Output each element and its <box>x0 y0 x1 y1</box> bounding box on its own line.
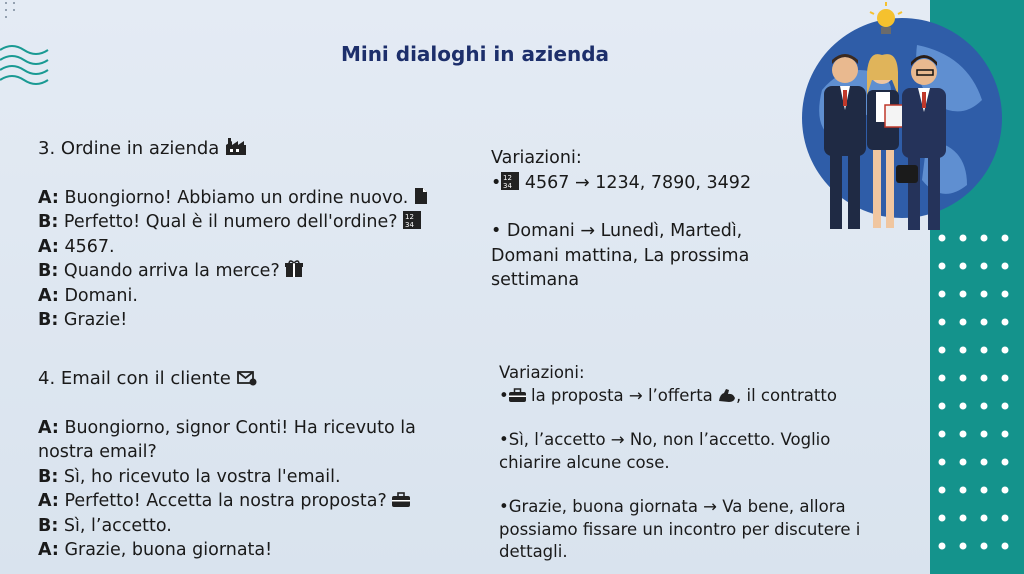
dialogue-text: Grazie! <box>63 310 128 330</box>
svg-text:34: 34 <box>503 181 513 190</box>
dialogue-text: Sì, ho ricevuto la vostra l'email. <box>63 466 341 487</box>
section4-heading <box>38 367 416 392</box>
section4-heading-text: 4. Email con il cliente <box>38 368 231 389</box>
section4-dialogue <box>38 367 416 563</box>
dialogue-line <box>38 538 416 563</box>
variation-text: possiamo fissare un incontro per discutere i <box>499 519 861 539</box>
variation-text: chiarire alcune cose. <box>499 452 670 472</box>
dialogue-line <box>38 514 416 539</box>
speaker-label: B: <box>38 212 59 232</box>
variations-heading: Variazioni: <box>499 363 585 382</box>
speaker-label: A: <box>38 540 59 560</box>
variation-text: , il contratto <box>736 385 837 405</box>
speaker-label: B: <box>38 310 59 330</box>
dialogue-line <box>38 440 416 465</box>
speaker-label: B: <box>38 261 59 281</box>
variation-item <box>491 171 751 196</box>
variations-heading: Variazioni: <box>491 148 582 168</box>
slide-title: Mini dialoghi in azienda <box>340 42 610 66</box>
variation-text: Domani mattina, La prossima <box>491 245 750 266</box>
speaker-label: B: <box>38 515 59 536</box>
section4-variations <box>499 362 860 564</box>
speaker-label: A: <box>38 491 59 511</box>
dialogue-line <box>38 235 428 260</box>
dialogue-text: Grazie, buona giornata! <box>64 540 273 560</box>
business-team-illustration <box>752 0 1012 240</box>
flexed-biceps-icon <box>718 388 736 403</box>
section3-heading-text: 3. Ordine in azienda <box>38 138 220 159</box>
dialogue-text: Sì, l’accetto. <box>63 515 172 536</box>
variation-text: la proposta → l’offerta <box>525 385 719 405</box>
email-icon <box>237 370 257 386</box>
document-icon <box>414 187 428 205</box>
speaker-label: A: <box>38 187 59 208</box>
dialogue-line <box>38 259 428 284</box>
dialogue-line <box>38 465 416 490</box>
dialogue-text: Perfetto! Accetta la nostra proposta? <box>64 491 387 511</box>
bullet: • <box>491 172 502 193</box>
speaker-label: A: <box>38 417 59 438</box>
dialogue-text: 4567. <box>64 236 115 257</box>
variation-text: settimana <box>491 270 580 290</box>
dialogue-line <box>38 210 428 235</box>
section3-heading <box>38 137 428 162</box>
speaker-label: B: <box>38 466 59 487</box>
dialogue-line <box>38 308 428 333</box>
dialogue-text: Domani. <box>64 285 138 306</box>
section3-dialogue <box>38 137 428 333</box>
dialogue-text: Quando arriva la merce? <box>63 261 280 281</box>
briefcase-icon <box>509 388 526 403</box>
numbers-icon <box>501 172 519 190</box>
variation-text: •Grazie, buona giornata → Va bene, allora <box>499 497 846 516</box>
package-icon <box>285 260 303 278</box>
factory-icon <box>225 138 247 156</box>
dialogue-line <box>38 186 428 211</box>
variation-text: • Domani → Lunedì, Martedì, <box>491 221 743 241</box>
dialogue-text: Buongiorno! Abbiamo un ordine nuovo. <box>64 187 409 208</box>
briefcase-icon <box>392 492 410 508</box>
bullet: • <box>499 385 509 405</box>
variation-text: dettagli. <box>499 542 568 561</box>
dialogue-text: Buongiorno, signor Conti! Ha ricevuto la <box>64 417 416 438</box>
variation-text: •Sì, l’accetto → No, non l’accetto. Voglio <box>499 430 831 449</box>
dot-grid-decoration <box>930 226 1024 574</box>
svg-text:12: 12 <box>503 173 513 182</box>
section3-variations <box>491 146 751 293</box>
dialogue-line <box>38 284 428 309</box>
dialogue-line <box>38 416 416 441</box>
svg-text:12: 12 <box>405 213 415 221</box>
variation-text: 4567 → 1234, 7890, 3492 <box>519 172 752 193</box>
variation-item <box>499 385 860 408</box>
dialogue-text: Perfetto! Qual è il numero dell'ordine? <box>63 212 398 232</box>
dialogue-text: nostra email? <box>38 442 157 462</box>
corner-dots-decoration <box>2 0 22 20</box>
svg-text:34: 34 <box>405 221 415 229</box>
dialogue-line <box>38 489 416 514</box>
speaker-label: A: <box>38 236 59 257</box>
briefcase-icon <box>896 165 918 183</box>
speaker-label: A: <box>38 285 59 306</box>
numbers-icon <box>403 211 421 229</box>
